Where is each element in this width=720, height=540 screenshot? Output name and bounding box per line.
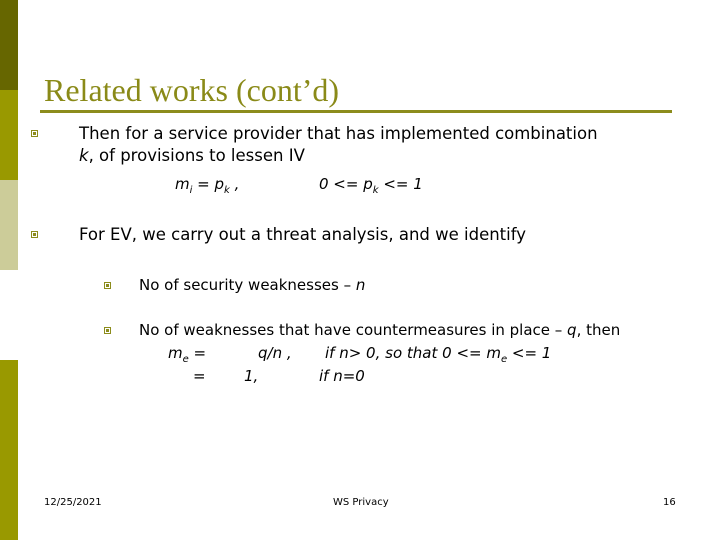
formula3-condition: if n=0 (319, 367, 365, 385)
formula1-eq: = p (192, 175, 225, 193)
sub1-text: No of security weaknesses – (139, 276, 356, 294)
sidebar-block-bottom (0, 360, 18, 540)
formula3-eq: = (193, 367, 206, 385)
footer-title: WS Privacy (333, 497, 389, 508)
formula2-condition (325, 344, 551, 365)
formula2-value: q/n , (258, 344, 292, 362)
bullet1-line2 (79, 146, 305, 165)
formula1-condition (319, 175, 423, 196)
sub2-line (139, 321, 620, 339)
bullet1-line1 (79, 124, 598, 143)
formula1-cond-sub: k (372, 185, 379, 196)
formula2-cond-sub: e (500, 354, 508, 365)
sidebar-block-mid (0, 90, 18, 180)
formula2-eq: = (188, 344, 207, 362)
sidebar-block-light (0, 180, 18, 270)
sidebar-block-dark (0, 0, 18, 90)
formula2-m-sub: e (182, 354, 189, 365)
bullet1-text-tail: , of provisions to lessen IV (88, 146, 305, 165)
sidebar-block-white (0, 270, 18, 360)
formula1-lhs (175, 175, 239, 196)
sub-bullet-icon (104, 327, 111, 334)
bullet-icon (31, 231, 38, 238)
formula2-m: m (168, 344, 183, 362)
formula2-cond-pre: if n> 0, so that 0 <= m (325, 344, 501, 362)
title-underline (40, 110, 672, 113)
footer-date: 12/25/2021 (44, 497, 102, 508)
bullet1-text: Then for a service provider that has implemented combination (79, 124, 598, 143)
formula1-cond-pre: 0 <= p (319, 175, 373, 193)
formula1-cond-post: <= 1 (378, 175, 423, 193)
sub1-line (139, 276, 365, 294)
sub1-var-n: n (355, 276, 366, 294)
bullet2-text: For EV, we carry out a threat analysis, and we identify (79, 225, 527, 244)
formula2-lhs (168, 344, 206, 365)
footer-page-number: 16 (663, 497, 676, 508)
formula1-comma: , (229, 175, 240, 193)
formula1-m: m (175, 175, 190, 193)
bullet1-var-k: k (79, 146, 89, 165)
formula3-value: 1, (244, 367, 259, 385)
sub2-tail: , then (576, 321, 621, 339)
bullet-icon (31, 130, 38, 137)
slide-title: Related works (cont’d) (44, 72, 340, 108)
formula2-cond-post: <= 1 (507, 344, 552, 362)
sub-bullet-icon (104, 282, 111, 289)
formula1-p-sub: k (224, 185, 230, 196)
formula1-m-sub: i (189, 185, 193, 196)
sidebar-decoration (0, 0, 18, 540)
sub2-text: No of weaknesses that have countermeasures in place – (139, 321, 568, 339)
sub2-var-q: q (567, 321, 577, 339)
